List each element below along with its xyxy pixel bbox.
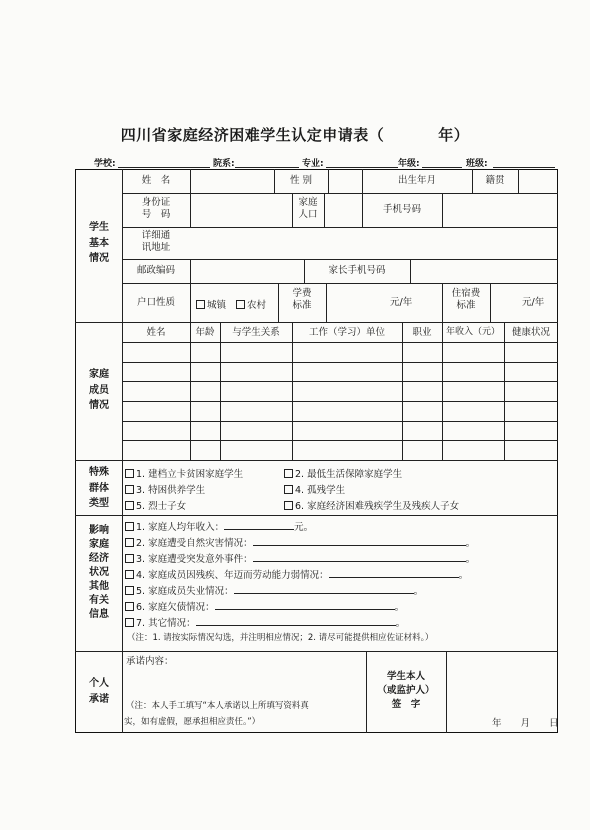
name-label: 姓 名 bbox=[141, 175, 171, 186]
class-label: 班级: bbox=[466, 159, 488, 169]
accident-field[interactable] bbox=[253, 552, 466, 562]
family-col-header: 姓名 bbox=[146, 327, 166, 338]
family-col-header: 健康状况 bbox=[511, 327, 550, 338]
checkbox-icon bbox=[125, 554, 134, 563]
tuition-label: 学费 标准 bbox=[292, 288, 312, 311]
factor-disaster-checkbox[interactable]: 2. 家庭遭受自然灾害情况： 。 bbox=[125, 535, 475, 549]
hukou-label: 户口性质 bbox=[136, 297, 175, 308]
divider bbox=[190, 259, 191, 322]
date-label: 年 月 日 bbox=[492, 718, 559, 729]
factor-disability-checkbox[interactable]: 4. 家庭成员因残疾、年迈而劳动能力弱情况： 。 bbox=[125, 567, 468, 581]
divider bbox=[122, 193, 558, 194]
divider bbox=[75, 651, 558, 652]
id-card-label: 身份证 号 码 bbox=[141, 197, 171, 220]
divider bbox=[326, 283, 327, 322]
divider bbox=[490, 283, 491, 322]
special-group-option-2[interactable]: 2. 最低生活保障家庭学生 bbox=[284, 466, 402, 480]
lodging-label: 住宿费 标准 bbox=[451, 288, 481, 311]
school-info-row bbox=[96, 156, 556, 170]
class-field[interactable] bbox=[493, 167, 555, 168]
divider bbox=[75, 515, 558, 516]
special-group-option-6[interactable]: 6. 家庭经济困难残疾学生及残疾人子女 bbox=[284, 498, 459, 512]
checkbox-icon bbox=[125, 522, 134, 531]
college-field[interactable] bbox=[235, 167, 299, 168]
checkbox-icon bbox=[125, 602, 134, 611]
divider bbox=[410, 259, 411, 283]
hukou-urban-checkbox[interactable]: 城镇 bbox=[196, 297, 226, 311]
divider bbox=[190, 169, 191, 227]
promise-note-line2: 实，如有虚假，愿承担相应责任。”） bbox=[124, 717, 261, 727]
family-member-row[interactable] bbox=[123, 422, 557, 440]
divider bbox=[122, 227, 558, 228]
divider bbox=[122, 283, 558, 284]
signer-label: 学生本人 （或监护人） 签 字 bbox=[377, 671, 435, 710]
divider bbox=[518, 169, 519, 193]
factor-accident-checkbox[interactable]: 3. 家庭遭受突发意外事件： 。 bbox=[125, 551, 475, 565]
checkbox-icon bbox=[125, 501, 134, 510]
other-field[interactable] bbox=[196, 616, 396, 626]
hukou-rural-checkbox[interactable]: 农村 bbox=[236, 297, 266, 311]
checkbox-icon bbox=[284, 501, 293, 510]
divider bbox=[122, 259, 558, 260]
checkbox-icon bbox=[125, 570, 134, 579]
factor-income-checkbox[interactable]: 1. 家庭人均年收入： 元。 bbox=[125, 519, 313, 533]
divider bbox=[75, 460, 558, 461]
birth-label: 出生年月 bbox=[397, 175, 436, 186]
unemployment-field[interactable] bbox=[234, 584, 414, 594]
income-field[interactable] bbox=[224, 520, 294, 530]
disability-field[interactable] bbox=[329, 568, 459, 578]
native-place-label: 籍贯 bbox=[485, 175, 505, 186]
family-member-row[interactable] bbox=[123, 363, 557, 381]
grade-label: 年级: bbox=[398, 159, 420, 169]
section-label-family: 家庭 成员 情况 bbox=[89, 369, 109, 411]
checkbox-icon bbox=[284, 485, 293, 494]
postcode-label: 邮政编码 bbox=[136, 265, 175, 276]
grade-field[interactable] bbox=[422, 167, 462, 168]
family-col-header: 职业 bbox=[412, 327, 432, 338]
phone-label: 手机号码 bbox=[382, 204, 421, 215]
parent-phone-label: 家长手机号码 bbox=[328, 265, 386, 276]
special-group-option-4[interactable]: 4. 孤残学生 bbox=[284, 482, 345, 496]
checkbox-icon bbox=[125, 618, 134, 627]
checkbox-icon bbox=[196, 300, 205, 309]
section-label-other-factors: 影响 家庭 经济 状况 其他 有关 信息 bbox=[89, 525, 109, 620]
section-label-special-groups: 特殊 群体 类型 bbox=[89, 467, 109, 509]
family-col-header: 工作（学习）单位 bbox=[308, 327, 385, 338]
form-title-year: 年） bbox=[438, 126, 470, 144]
divider bbox=[328, 169, 329, 193]
disaster-field[interactable] bbox=[253, 536, 466, 546]
gender-label: 性 别 bbox=[289, 175, 313, 186]
factor-unemployment-checkbox[interactable]: 5. 家庭成员失业情况： 。 bbox=[125, 583, 423, 597]
divider bbox=[446, 651, 447, 733]
school-label: 学校: bbox=[94, 159, 116, 169]
lodging-unit: 元/年 bbox=[522, 297, 545, 308]
checkbox-icon bbox=[236, 300, 245, 309]
checkbox-icon bbox=[125, 485, 134, 494]
college-label: 院系: bbox=[213, 159, 235, 169]
major-label: 专业: bbox=[302, 159, 324, 169]
factor-debt-checkbox[interactable]: 6. 家庭欠债情况： 。 bbox=[125, 599, 404, 613]
promise-note-line1: （注：本人手工填写“本人承诺以上所填写资料真 bbox=[126, 701, 309, 711]
section-label-student-info: 学生 基本 情况 bbox=[89, 222, 109, 264]
promise-content-label: 承诺内容： bbox=[126, 656, 174, 667]
household-people-label: 家庭 人口 bbox=[298, 197, 318, 220]
family-member-row[interactable] bbox=[123, 343, 557, 361]
debt-field[interactable] bbox=[215, 600, 395, 610]
family-col-header: 与学生关系 bbox=[232, 327, 280, 338]
major-field[interactable] bbox=[326, 167, 398, 168]
section-label-promise: 个人 承诺 bbox=[89, 678, 109, 705]
school-field[interactable] bbox=[118, 167, 210, 168]
address-label: 详细通 讯地址 bbox=[141, 230, 171, 253]
special-group-option-3[interactable]: 3. 特困供养学生 bbox=[125, 482, 205, 496]
checkbox-icon bbox=[125, 538, 134, 547]
tuition-unit: 元/年 bbox=[390, 297, 413, 308]
divider bbox=[75, 322, 558, 323]
checkbox-icon bbox=[284, 469, 293, 478]
divider bbox=[442, 193, 443, 227]
checkbox-icon bbox=[125, 586, 134, 595]
form-title-text: 四川省家庭经济困难学生认定申请表（ bbox=[120, 126, 385, 144]
family-member-row[interactable] bbox=[123, 402, 557, 420]
family-col-header: 年龄 bbox=[195, 327, 215, 338]
signature-area[interactable] bbox=[448, 654, 556, 714]
checkbox-icon bbox=[125, 469, 134, 478]
special-group-option-1[interactable]: 1. 建档立卡贫困家庭学生 bbox=[125, 466, 243, 480]
special-group-option-5[interactable]: 5. 烈士子女 bbox=[125, 498, 186, 512]
factors-note: （注：1. 请按实际情况勾选，并注明相应情况；2. 请尽可能提供相应佐证材料。） bbox=[127, 633, 434, 643]
family-member-row[interactable] bbox=[123, 382, 557, 400]
family-member-row[interactable] bbox=[123, 441, 557, 459]
family-col-header: 年收入（元） bbox=[445, 327, 500, 337]
divider bbox=[324, 193, 325, 227]
factor-other-checkbox[interactable]: 7. 其它情况： 。 bbox=[125, 615, 405, 629]
form-title bbox=[0, 124, 590, 145]
